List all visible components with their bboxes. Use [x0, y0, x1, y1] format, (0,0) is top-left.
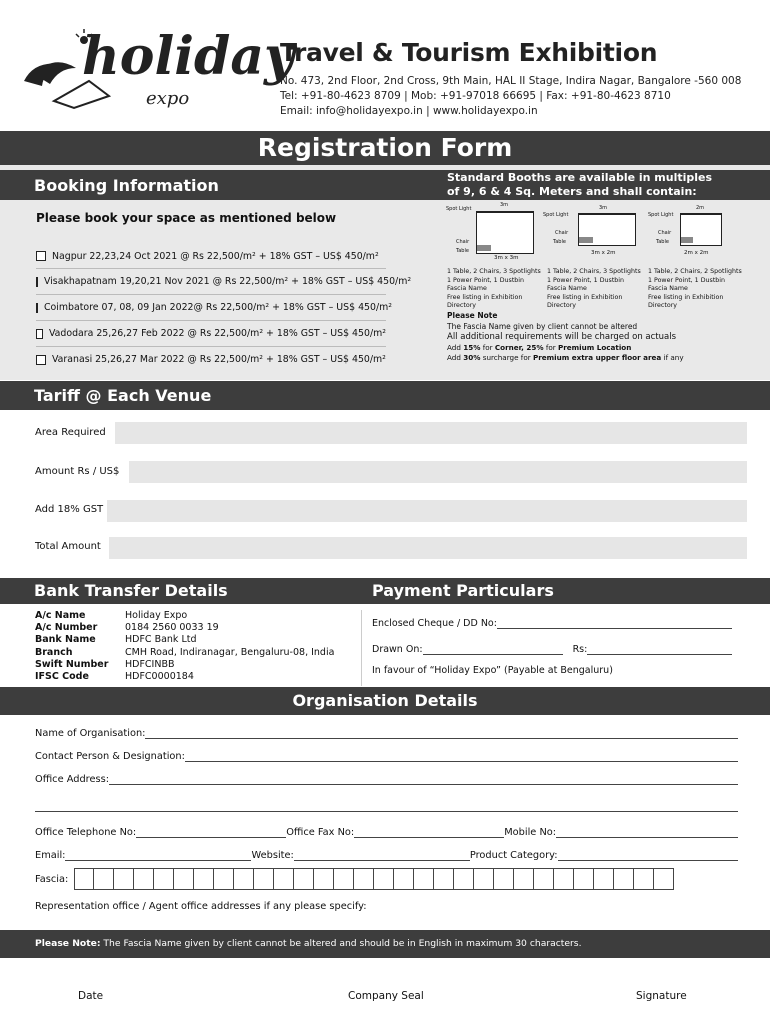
bank-row — [35, 622, 334, 634]
representation-label: Representation office / Agent office addresses if any please specify: — [35, 901, 367, 912]
email-web: Email: info@holidayexpo.in | www.holidayexpo.in — [280, 105, 538, 117]
gst-label: Add 18% GST — [35, 504, 104, 515]
bank-value: 0184 2560 0033 19 — [125, 622, 219, 634]
note-line-2: All additional requirements will be charged on actuals — [447, 332, 677, 342]
drawn-row — [372, 639, 742, 655]
bank-value: CMH Road, Indiranagar, Bengaluru-08, India — [125, 646, 335, 658]
footer-note-bar — [0, 930, 770, 958]
venue-checkbox[interactable] — [36, 251, 46, 261]
footer-note — [35, 938, 582, 949]
booth-contents-2 — [547, 268, 647, 311]
venue-checkbox[interactable] — [36, 329, 43, 339]
chair-label: Chair — [555, 230, 569, 236]
chair-label: Chair — [658, 230, 672, 236]
fascia-char-box[interactable] — [534, 868, 554, 890]
form-title-bar — [0, 131, 770, 165]
note-text: for — [543, 342, 558, 352]
booth-content-item: Fascia Name — [547, 285, 587, 292]
footer-note-text: The Fascia Name given by client cannot be altered and should be in English in maximum 30 characters. — [100, 938, 582, 949]
org-name-row — [35, 725, 738, 739]
area-required-input[interactable] — [115, 422, 747, 444]
fascia-char-box[interactable] — [74, 868, 94, 890]
venue-option[interactable] — [36, 346, 386, 372]
booth-width-label: 2m — [696, 205, 705, 211]
venue-label: Nagpur 22,23,24 Oct 2021 @ Rs 22,500/m² + 18% GST – US$ 450/m² — [52, 250, 379, 262]
bank-row — [35, 659, 334, 671]
org-form — [35, 725, 738, 912]
bank-value: Holiday Expo — [125, 610, 188, 621]
org-name-label: Name of Organisation: — [35, 728, 146, 739]
venue-checkbox[interactable] — [36, 355, 46, 365]
fascia-char-box[interactable] — [274, 868, 294, 890]
note-bold: Premium extra upper floor area — [532, 353, 662, 362]
bank-key: A/c Name — [35, 610, 86, 621]
booth-diagram-1 — [446, 202, 546, 265]
logo-word: holiday — [82, 26, 295, 87]
booth-size: 3m x 3m — [494, 255, 519, 261]
fascia-char-box[interactable] — [654, 868, 674, 890]
fascia-char-box[interactable] — [594, 868, 614, 890]
fascia-char-box[interactable] — [614, 868, 634, 890]
phone-row — [35, 824, 738, 838]
fascia-char-box[interactable] — [334, 868, 354, 890]
booth-heading-1: Standard Booths are available in multiples — [447, 171, 713, 184]
company-seal-label: Company Seal — [348, 990, 424, 1002]
venue-option[interactable] — [36, 268, 412, 294]
venue-label: Vadodara 25,26,27 Feb 2022 @ Rs 22,500/m² + 18% GST – US$ 450/m² — [48, 328, 386, 339]
org-name-input[interactable] — [145, 726, 738, 739]
bank-key: Branch — [35, 646, 73, 658]
chair-label: Chair — [456, 239, 470, 245]
note-bold: 15% — [463, 342, 481, 352]
fascia-char-box[interactable] — [174, 868, 194, 890]
fascia-char-box[interactable] — [194, 868, 214, 890]
contact-label: Contact Person & Designation: — [35, 751, 185, 762]
table-label: Table — [656, 239, 669, 245]
booth-content-item: 1 Table, 2 Chairs, 3 Spotlights — [447, 268, 541, 275]
booth-content-item: 1 Power Point, 1 Dustbin — [648, 276, 726, 284]
booth-content-item: Free listing in Exhibition Directory — [547, 293, 623, 309]
bank-row — [35, 634, 334, 646]
footer-note-bold: Please Note: — [35, 938, 101, 949]
fascia-char-box[interactable] — [514, 868, 534, 890]
bank-key: Bank Name — [35, 634, 96, 646]
fascia-char-box[interactable] — [354, 868, 374, 890]
bank-row — [35, 647, 334, 659]
table-icon — [681, 237, 693, 243]
favour-text: In favour of “Holiday Expo” (Payable at Bengaluru) — [372, 665, 613, 676]
fascia-row — [35, 867, 738, 891]
note-text: for — [480, 342, 495, 352]
email-row — [35, 847, 738, 861]
org-heading-bar — [0, 687, 770, 715]
bank-key: IFSC Code — [35, 671, 89, 683]
phones: Tel: +91-80-4623 8709 | Mob: +91-97018 66695 | Fax: +91-80-4623 8710 — [280, 90, 671, 102]
date-label: Date — [78, 990, 104, 1002]
email-input[interactable] — [65, 848, 251, 861]
bank-value: HDFCINBB — [125, 658, 175, 670]
note-bold: 30% — [463, 353, 481, 362]
venue-checkbox[interactable] — [36, 303, 38, 313]
booth-content-item: 1 Table, 2 Chairs, 3 Spotlights — [547, 268, 641, 275]
bank-details — [35, 610, 334, 683]
booth-diagram-2 — [543, 207, 643, 267]
note-bold: Premium Location — [558, 342, 632, 352]
bank-row — [35, 610, 334, 622]
table-icon — [579, 237, 593, 243]
booth-size: 2m x 2m — [684, 250, 709, 256]
mobile-label: Mobile No: — [504, 827, 557, 838]
mobile-input[interactable] — [556, 825, 738, 838]
office-fax-input[interactable] — [354, 825, 504, 838]
fascia-char-box[interactable] — [234, 868, 254, 890]
venue-option[interactable] — [36, 244, 436, 268]
office-address-label: Office Address: — [35, 774, 110, 785]
total-amount-label: Total Amount — [35, 541, 101, 552]
website-label: Website: — [251, 850, 294, 861]
office-address-row — [35, 771, 738, 785]
category-label: Product Category: — [469, 850, 558, 861]
booth-content-item: Free listing in Exhibition Directory — [447, 293, 523, 309]
booth-content-item: 1 Power Point, 1 Dustbin — [447, 276, 525, 284]
table-label: Table — [553, 239, 566, 245]
fascia-label: Fascia: — [35, 873, 69, 885]
venue-option[interactable] — [36, 320, 386, 346]
office-address-line2[interactable] — [35, 797, 738, 812]
cheque-input[interactable] — [497, 616, 732, 629]
fascia-char-box[interactable] — [494, 868, 514, 890]
logo-sub: expo — [146, 88, 190, 109]
fascia-char-box[interactable] — [94, 868, 114, 890]
fascia-char-box[interactable] — [634, 868, 654, 890]
booth-content-item: Free listing in Exhibition Directory — [648, 293, 724, 309]
column-divider — [361, 610, 362, 686]
fascia-char-box[interactable] — [314, 868, 334, 890]
note-line-3 — [447, 343, 757, 354]
fascia-char-box[interactable] — [214, 868, 234, 890]
booking-instruction: Please book your space as mentioned below — [36, 211, 337, 225]
bank-key: A/c Number — [35, 622, 98, 634]
rs-input[interactable] — [587, 642, 732, 655]
cheque-row — [372, 613, 742, 629]
venue-label: Coimbatore 07, 08, 09 Jan 2022@ Rs 22,500/m² + 18% GST – US$ 450/m² — [44, 302, 393, 313]
booking-heading: Booking Information — [34, 176, 219, 195]
table-label: Table — [456, 248, 469, 254]
exhibition-title: Travel & Tourism Exhibition — [280, 38, 658, 67]
booth-heading-2: of 9, 6 & 4 Sq. Meters and shall contain: — [447, 185, 697, 198]
fascia-char-box[interactable] — [254, 868, 274, 890]
office-tel-input[interactable] — [136, 825, 286, 838]
spot-light-label: Spot Light — [543, 212, 569, 218]
note-text: Add — [447, 342, 464, 352]
fascia-char-box[interactable] — [134, 868, 154, 890]
bank-heading: Bank Transfer Details — [34, 581, 228, 600]
fascia-char-box[interactable] — [154, 868, 174, 890]
address: No. 473, 2nd Floor, 2nd Cross, 9th Main, HAL II Stage, Indira Nagar, Bangalore -560 008 — [280, 75, 742, 87]
fascia-char-box[interactable] — [454, 868, 474, 890]
total-amount-input[interactable] — [109, 537, 747, 559]
fascia-char-box[interactable] — [414, 868, 434, 890]
venue-label: Visakhapatnam 19,20,21 Nov 2021 @ Rs 22,500/m² + 18% GST – US$ 450/m² — [44, 276, 412, 287]
booth-note — [447, 311, 757, 364]
gst-input[interactable] — [107, 500, 747, 522]
office-fax-label: Office Fax No: — [286, 827, 355, 838]
category-input[interactable] — [558, 848, 739, 861]
amount-label: Amount Rs / US$ — [35, 466, 120, 477]
amount-input[interactable] — [129, 461, 747, 483]
rs-label: Rs: — [572, 644, 588, 655]
bank-row — [35, 671, 334, 683]
payment-heading: Payment Particulars — [372, 581, 554, 600]
booth-size: 3m x 2m — [591, 250, 616, 256]
signature-label: Signature — [636, 990, 687, 1002]
booth-content-item: 1 Power Point, 1 Dustbin — [547, 276, 625, 284]
booth-content-item: Fascia Name — [648, 285, 688, 292]
bank-value: HDFC Bank Ltd — [125, 634, 197, 646]
fascia-char-box[interactable] — [474, 868, 494, 890]
office-tel-label: Office Telephone No: — [35, 827, 137, 838]
tariff-heading-bar — [0, 381, 770, 410]
booth-width-label: 3m — [500, 202, 509, 208]
bank-value: HDFC0000184 — [125, 671, 194, 683]
venue-checkbox[interactable] — [36, 277, 38, 287]
note-text: if any — [661, 353, 684, 362]
bank-key: Swift Number — [35, 658, 109, 670]
cheque-label: Enclosed Cheque / DD No: — [372, 618, 497, 629]
venue-option[interactable] — [36, 294, 393, 320]
table-icon — [477, 245, 491, 251]
contact-row — [35, 748, 738, 762]
fascia-char-box[interactable] — [294, 868, 314, 890]
tariff-heading: Tariff @ Each Venue — [34, 386, 212, 405]
fascia-char-box[interactable] — [114, 868, 134, 890]
spot-light-label: Spot Light — [648, 212, 674, 218]
note-line-4 — [447, 353, 757, 364]
fascia-char-box[interactable] — [394, 868, 414, 890]
bank-payment-bar — [0, 578, 770, 604]
venue-list — [36, 244, 436, 372]
booth-content-item: Fascia Name — [447, 285, 487, 292]
spot-light-label: Spot Light — [446, 206, 472, 212]
form-title: Registration Form — [257, 133, 513, 162]
booth-content-item: 1 Table, 2 Chairs, 2 Spotlights — [648, 268, 742, 275]
note-text: surcharge for — [480, 353, 533, 362]
booth-diagram-3 — [648, 207, 738, 267]
email-label: Email: — [35, 850, 66, 861]
drawn-on-input[interactable] — [423, 642, 563, 655]
note-line-1: The Fascia Name given by client cannot be altered — [447, 321, 638, 331]
fascia-boxes[interactable] — [74, 868, 674, 890]
org-heading: Organisation Details — [292, 691, 478, 710]
payment-details — [372, 613, 742, 676]
note-bold: Corner, 25% — [494, 342, 544, 352]
venue-label: Varanasi 25,26,27 Mar 2022 @ Rs 22,500/m² + 18% GST – US$ 450/m² — [52, 354, 386, 365]
note-title: Please Note — [447, 311, 498, 320]
area-required-label: Area Required — [35, 427, 106, 438]
booth-width-label: 3m — [599, 205, 608, 211]
drawn-on-label: Drawn On: — [372, 644, 423, 655]
fascia-char-box[interactable] — [374, 868, 394, 890]
website-input[interactable] — [294, 848, 470, 861]
note-text: Add — [447, 353, 464, 362]
fascia-char-box[interactable] — [554, 868, 574, 890]
office-address-input[interactable] — [109, 772, 738, 785]
contact-input[interactable] — [185, 749, 738, 762]
booth-contents-1 — [447, 268, 547, 311]
booth-contents-3 — [648, 268, 748, 311]
fascia-char-box[interactable] — [434, 868, 454, 890]
fascia-char-box[interactable] — [574, 868, 594, 890]
